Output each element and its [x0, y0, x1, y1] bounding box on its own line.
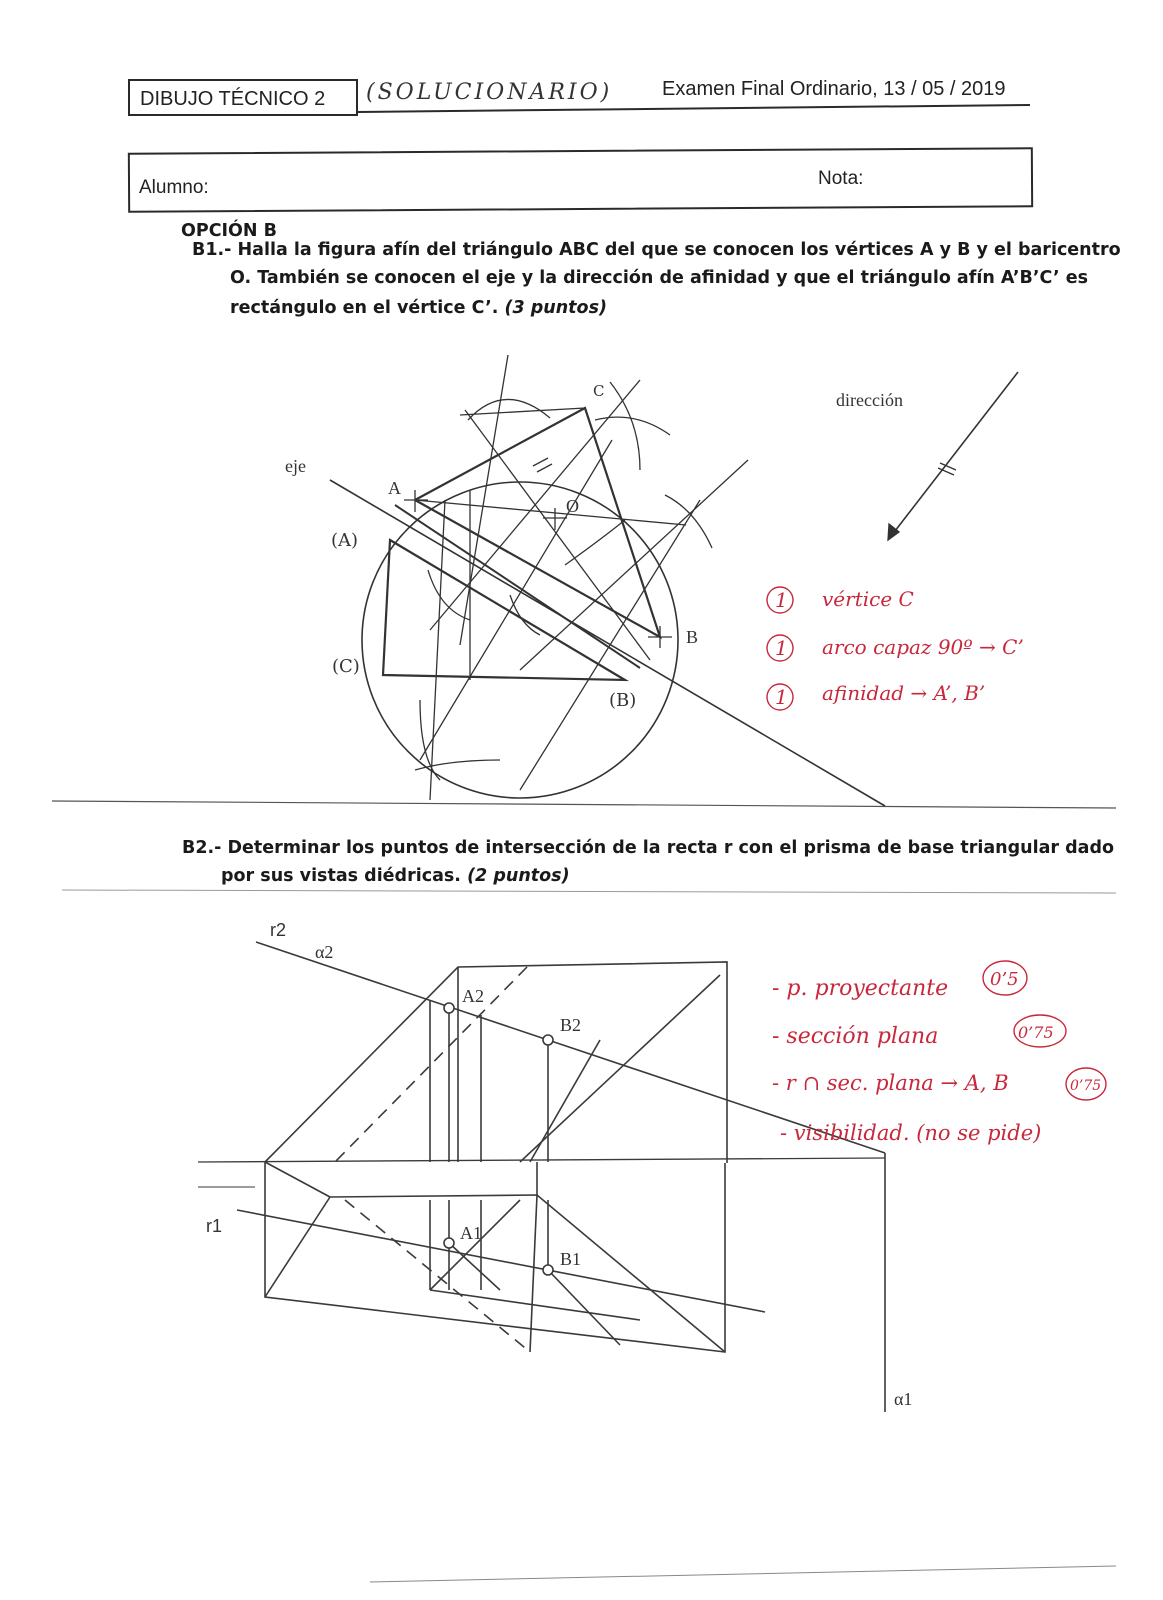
b2-note-4: - visibilidad. (no se pide) [780, 1121, 1042, 1145]
label-alpha1: α1 [894, 1389, 913, 1409]
b1-text-1: Halla la figura afín del triángulo ABC del que se conocen los vértices A y B y el baricentro [237, 240, 1121, 260]
student-label: Alumno: [139, 177, 209, 198]
b1-note-2: arco capaz 90º → C’ [822, 635, 1024, 659]
label-B: B [686, 627, 699, 647]
b1-note-1-num: 1 [775, 588, 788, 612]
b1-grading-text [775, 587, 1024, 709]
affinity-figure [330, 355, 1018, 806]
label-r2: r2 [270, 920, 287, 940]
b1-points: (3 puntos) [504, 298, 607, 318]
arc-circle [362, 482, 678, 798]
label-alpha2: α2 [315, 942, 334, 962]
direction-arrowhead [888, 524, 899, 540]
section-dividers [52, 801, 1116, 1582]
prism-figure [198, 942, 885, 1412]
ground-line [198, 1158, 885, 1162]
b2-grading-text [772, 969, 1101, 1145]
grade-label: Nota: [818, 168, 864, 189]
label-O: O [566, 496, 579, 516]
b1-prefix: B1.- [192, 240, 232, 260]
label-A-prime: (A) [331, 530, 359, 551]
triangle-affine [383, 540, 625, 680]
label-r1: r1 [206, 1216, 223, 1236]
b2-text-1: Determinar los puntos de intersección de la recta r con el prisma de base triangular dado [227, 838, 1115, 858]
b2-score-2: 0’75 [1018, 1023, 1054, 1042]
label-eje: eje [285, 456, 306, 476]
label-C: C [593, 382, 605, 400]
label-A1: A1 [460, 1223, 482, 1243]
b2-note-2: - sección plana [772, 1024, 939, 1049]
direction-arrow [888, 372, 1018, 540]
label-C-prime: (C) [332, 656, 360, 677]
label-B1: B1 [560, 1249, 582, 1269]
b1-note-2-num: 1 [775, 636, 788, 660]
option-title: OPCIÓN B [181, 221, 278, 241]
exam-title: Examen Final Ordinario, 13 / 05 / 2019 [662, 78, 1006, 100]
b2-score-1: 0’5 [990, 969, 1019, 990]
b1-text-3: rectángulo en el vértice C’. [230, 298, 499, 318]
b2-points: (2 puntos) [467, 866, 570, 886]
label-B2: B2 [560, 1015, 582, 1035]
b1-line-2: O. También se conocen el eje y la dirección de afinidad y que el triángulo afín A’B’C’ es [230, 268, 1088, 288]
b2-score-3: 0’75 [1070, 1078, 1102, 1094]
label-A: A [388, 478, 401, 498]
b1-note-3-num: 1 [775, 685, 788, 709]
label-B-prime: (B) [609, 690, 637, 711]
label-A2: A2 [462, 986, 484, 1006]
b2-note-3: - r ∩ sec. plana → A, B [772, 1071, 1009, 1095]
b1-note-3: afinidad → A’, B’ [822, 681, 986, 705]
label-direccion: dirección [836, 390, 903, 410]
b2-text-2: por sus vistas diédricas. [221, 866, 461, 886]
line-r1 [237, 1210, 765, 1312]
b2-note-1: - p. proyectante [772, 976, 949, 1001]
b1-note-1: vértice C [822, 587, 914, 611]
b2-prefix: B2.- [182, 838, 222, 858]
subject-title: DIBUJO TÉCNICO 2 [140, 88, 326, 110]
solutions-note: (SOLUCIONARIO) [366, 80, 613, 105]
